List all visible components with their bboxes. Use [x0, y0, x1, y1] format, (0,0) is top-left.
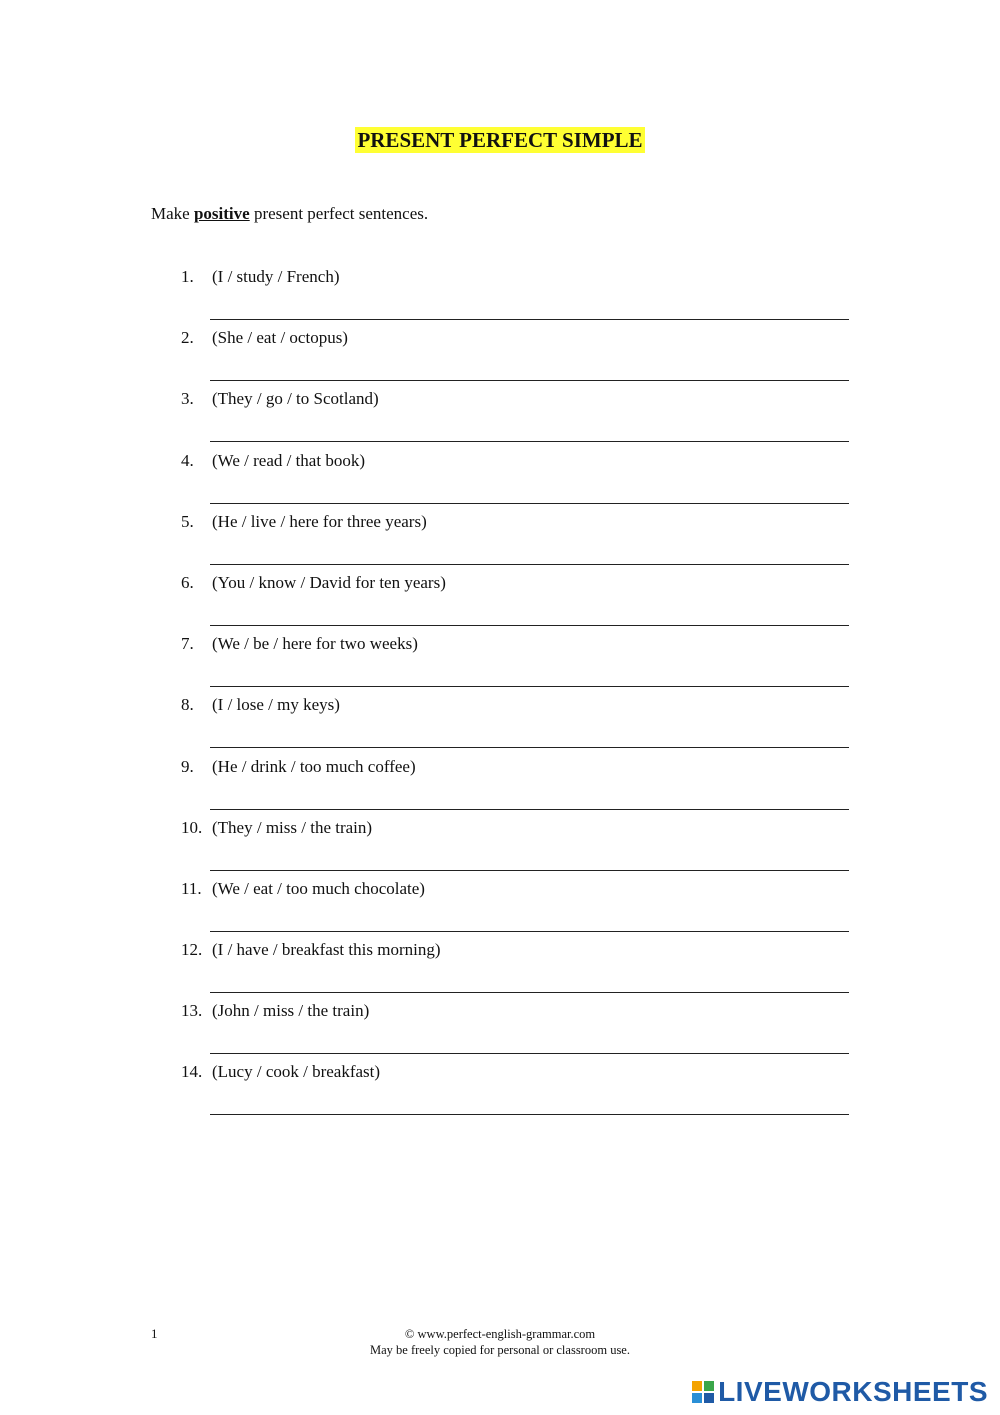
exercise-prompt: (They / miss / the train)	[212, 817, 373, 837]
answer-line[interactable]	[210, 686, 849, 687]
answer-line[interactable]	[210, 1114, 849, 1115]
exercise-prompt: (Lucy / cook / breakfast)	[212, 1062, 381, 1082]
exercise-list	[0, 267, 1000, 1124]
exercise-number: 12.	[181, 940, 203, 960]
exercise-item	[0, 818, 1000, 879]
footer	[0, 1326, 1000, 1358]
exercise-number: 14.	[181, 1062, 203, 1082]
exercise-prompt: (You / know / David for ten years)	[212, 572, 446, 592]
exercise-item	[0, 512, 1000, 573]
exercise-item	[0, 940, 1000, 1001]
instruction-prefix: Make	[151, 204, 190, 223]
exercise-prompt: (I / have / breakfast this morning)	[212, 940, 441, 960]
answer-line[interactable]	[210, 380, 849, 381]
exercise-prompt: (We / read / that book)	[212, 450, 365, 470]
exercise-item	[0, 267, 1000, 328]
worksheet-title: PRESENT PERFECT SIMPLE	[357, 128, 643, 152]
exercise-number: 8.	[181, 695, 194, 715]
exercise-number: 13.	[181, 1001, 203, 1021]
exercise-prompt: (I / lose / my keys)	[212, 695, 340, 715]
exercise-number: 9.	[181, 756, 194, 776]
exercise-number: 11.	[181, 878, 202, 898]
answer-line[interactable]	[210, 503, 849, 504]
exercise-prompt: (I / study / French)	[212, 267, 340, 286]
exercise-number: 6.	[181, 572, 194, 592]
exercise-prompt: (We / be / here for two weeks)	[212, 634, 418, 654]
exercise-number: 3.	[181, 389, 194, 409]
exercise-prompt: (He / live / here for three years)	[212, 511, 427, 531]
page-number: 1	[151, 1326, 158, 1341]
brand-name: LIVEWORKSHEETS	[718, 1376, 988, 1407]
footer-copyright: © www.perfect-english-grammar.com	[404, 1327, 596, 1341]
liveworksheets-logo-icon	[692, 1381, 714, 1403]
exercise-number: 7.	[181, 634, 194, 654]
exercise-number: 2.	[181, 328, 194, 348]
exercise-item	[0, 634, 1000, 695]
answer-line[interactable]	[210, 564, 849, 565]
footer-note: May be freely copied for personal or classroom use.	[370, 1343, 630, 1357]
answer-line[interactable]	[210, 870, 849, 871]
exercise-number: 1.	[181, 267, 194, 286]
exercise-number: 10.	[181, 817, 203, 837]
exercise-item	[0, 1062, 1000, 1123]
exercise-prompt: (She / eat / octopus)	[212, 328, 348, 348]
answer-line[interactable]	[210, 992, 849, 993]
exercise-prompt: (John / miss / the train)	[212, 1001, 370, 1021]
answer-line[interactable]	[210, 625, 849, 626]
answer-line[interactable]	[210, 747, 849, 748]
exercise-item	[0, 695, 1000, 756]
exercise-item	[0, 328, 1000, 389]
exercise-item	[0, 1001, 1000, 1062]
instruction	[151, 204, 428, 224]
answer-line[interactable]	[210, 931, 849, 932]
worksheet-title-wrap	[0, 128, 1000, 153]
exercise-item	[0, 757, 1000, 818]
exercise-item	[0, 389, 1000, 450]
answer-line[interactable]	[210, 1053, 849, 1054]
exercise-prompt: (They / go / to Scotland)	[212, 389, 379, 409]
exercise-item	[0, 573, 1000, 634]
liveworksheets-brand[interactable]	[692, 1377, 988, 1407]
exercise-prompt: (We / eat / too much chocolate)	[212, 878, 425, 898]
answer-line[interactable]	[210, 319, 849, 320]
exercise-item	[0, 879, 1000, 940]
answer-line[interactable]	[210, 441, 849, 442]
exercise-number: 5.	[181, 511, 194, 531]
instruction-emphasis: positive	[193, 204, 250, 223]
exercise-item	[0, 451, 1000, 512]
answer-line[interactable]	[210, 809, 849, 810]
instruction-suffix: present perfect sentences.	[253, 204, 429, 223]
exercise-prompt: (He / drink / too much coffee)	[212, 756, 416, 776]
exercise-number: 4.	[181, 450, 194, 470]
